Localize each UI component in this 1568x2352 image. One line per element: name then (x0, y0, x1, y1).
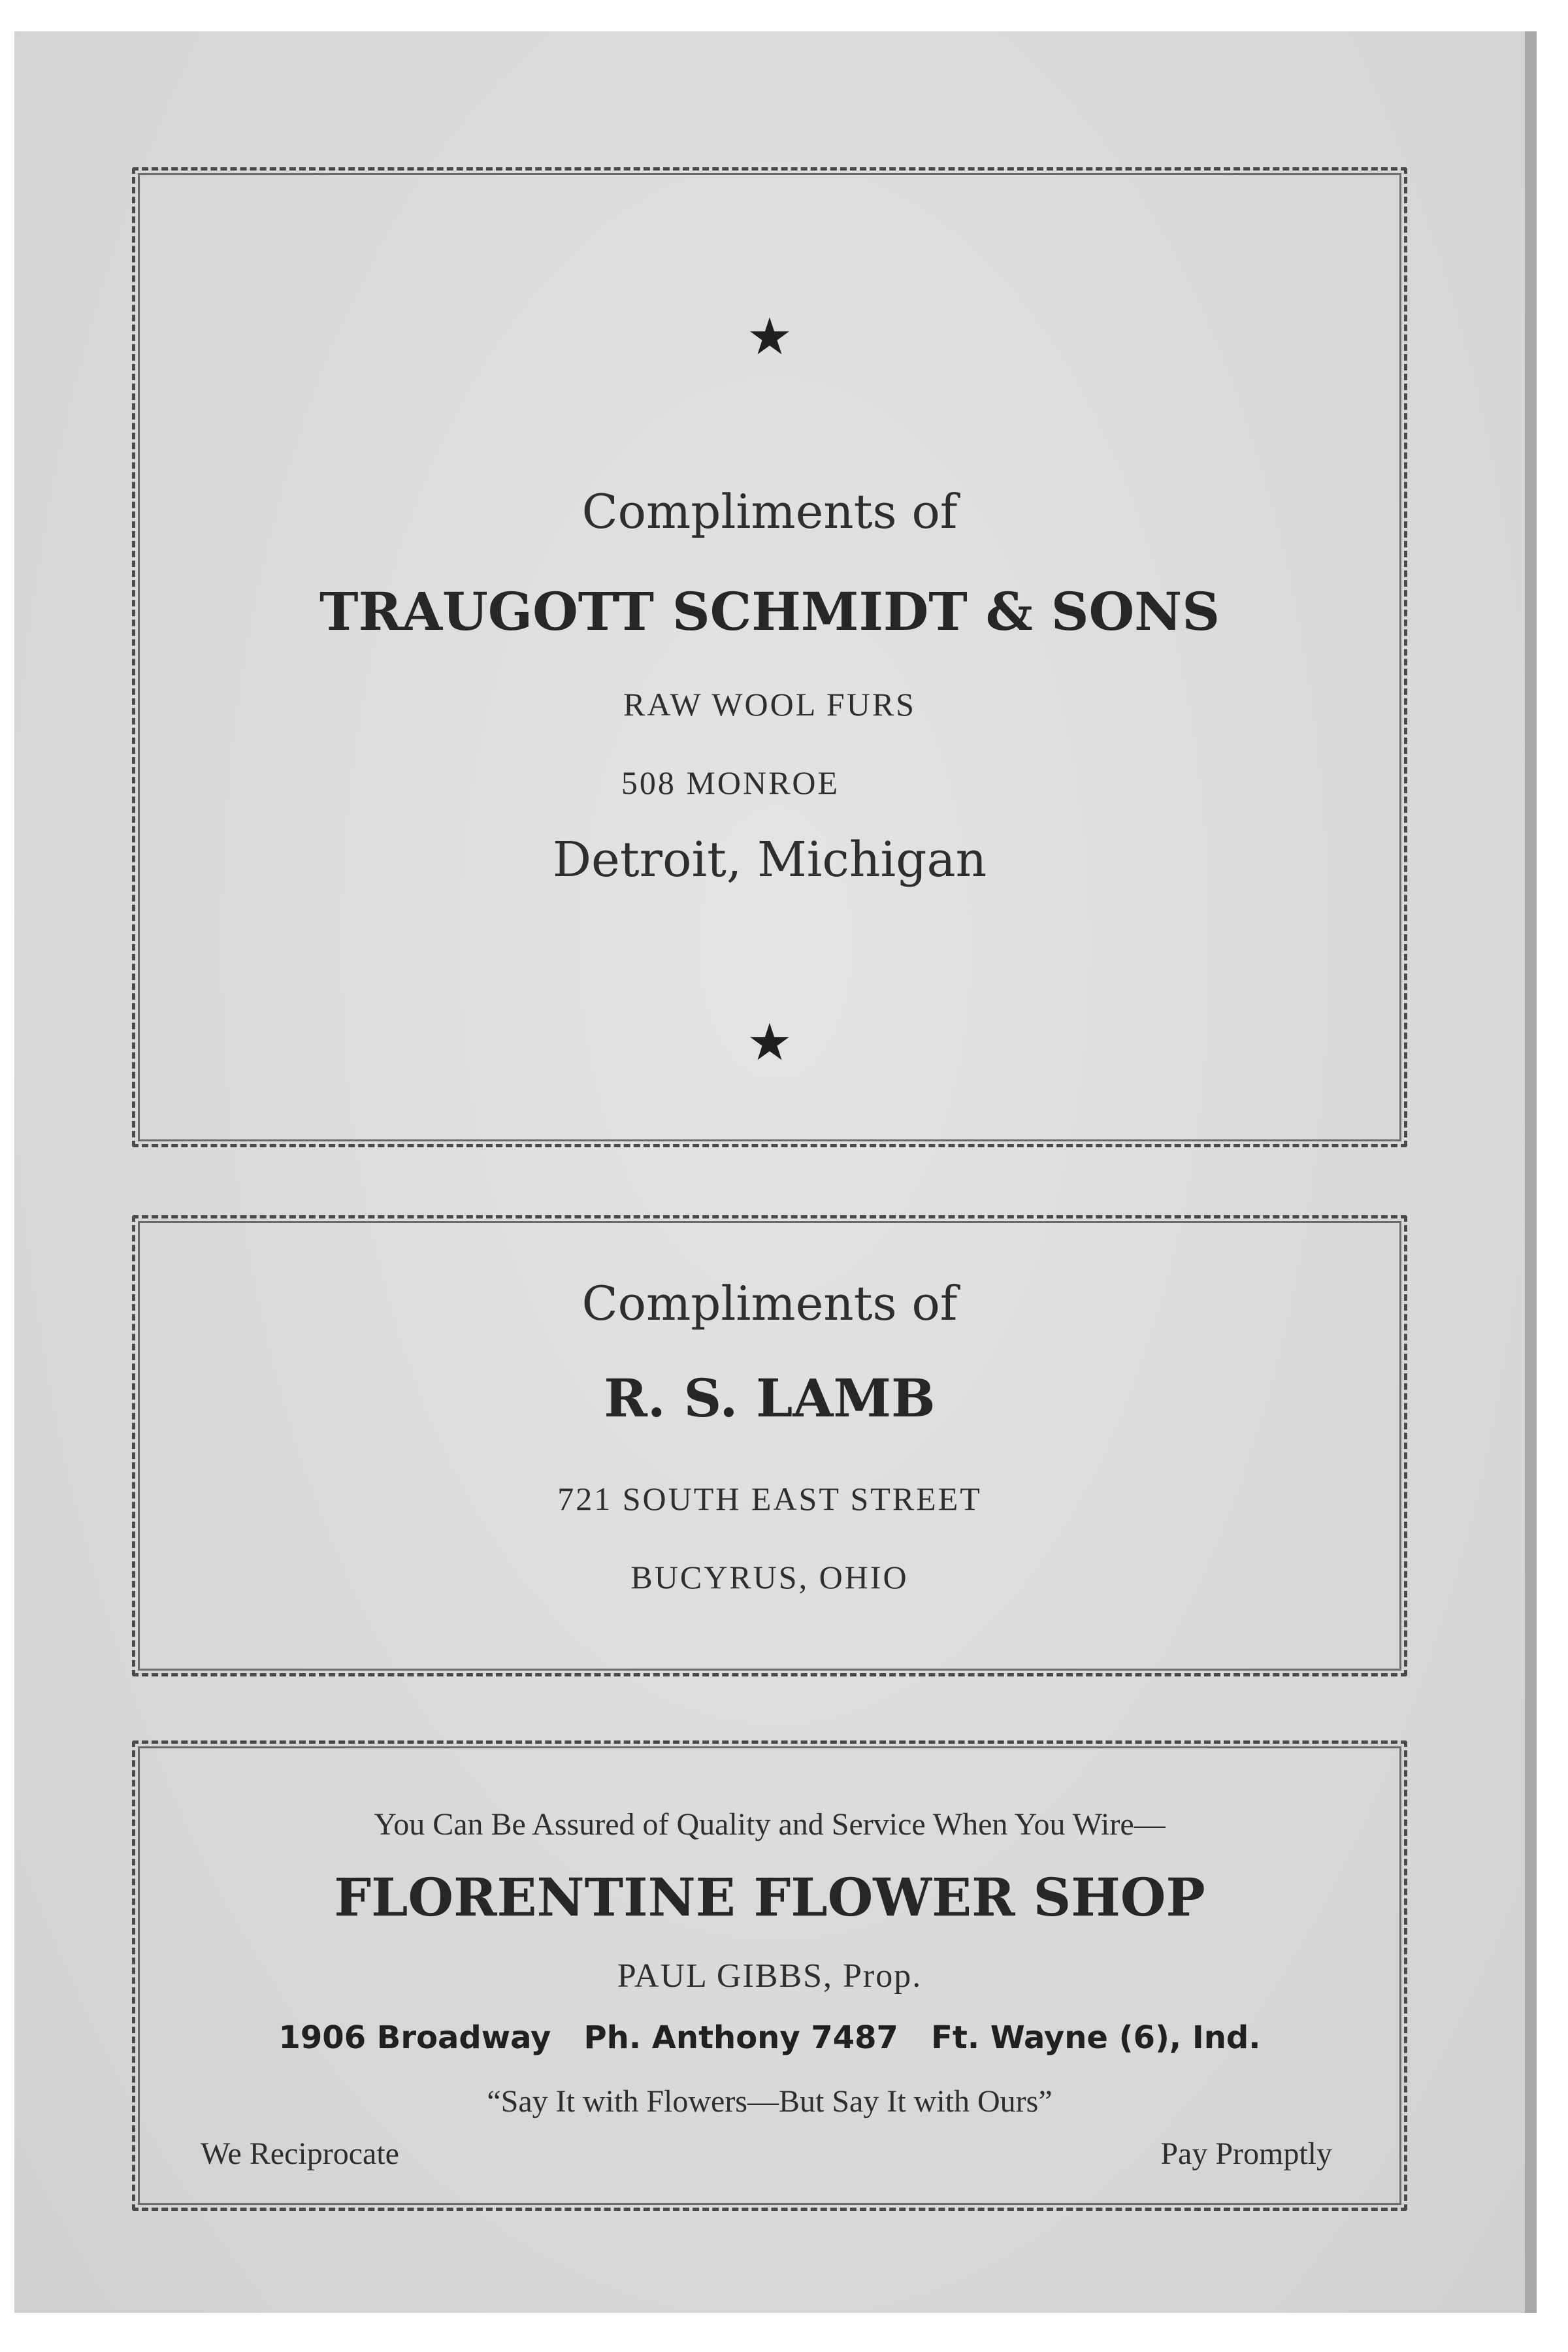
street-address: 721 SOUTH EAST STREET (557, 1480, 982, 1517)
scanned-page (14, 31, 1537, 2313)
city-state: Detroit, Michigan (552, 832, 987, 888)
intro-text: You Can Be Assured of Quality and Service When You Wire— (374, 1807, 1166, 1842)
business-line: RAW WOOL FURS (623, 686, 916, 723)
firm-name: FLORENTINE FLOWER SHOP (334, 1867, 1205, 1928)
city-state: BUCYRUS, OHIO (630, 1559, 909, 1595)
compliments-heading: Compliments of (581, 484, 958, 539)
slogan: “Say It with Flowers—But Say It with Ours” (487, 2084, 1053, 2119)
page-edge-shadow (1525, 31, 1537, 2313)
street-address: 508 MONROE (621, 764, 840, 801)
ad-florentine-flower-shop (132, 1740, 1407, 2211)
firm-name: R. S. LAMB (604, 1367, 936, 1429)
right-note: Pay Promptly (1160, 2136, 1332, 2171)
compliments-heading: Compliments of (581, 1276, 958, 1331)
shop-address: 1906 Broadway Ph. Anthony 7487 Ft. Wayne (6), Ind. (278, 2019, 1261, 2056)
ad-rs-lamb (132, 1215, 1407, 1676)
left-note: We Reciprocate (201, 2136, 399, 2171)
star-icon: ★ (747, 308, 792, 367)
firm-name: TRAUGOTT SCHMIDT & SONS (319, 581, 1220, 642)
star-icon: ★ (747, 1013, 792, 1072)
proprietor: PAUL GIBBS, Prop. (617, 1957, 923, 1995)
ad-traugott-schmidt (132, 167, 1407, 1147)
